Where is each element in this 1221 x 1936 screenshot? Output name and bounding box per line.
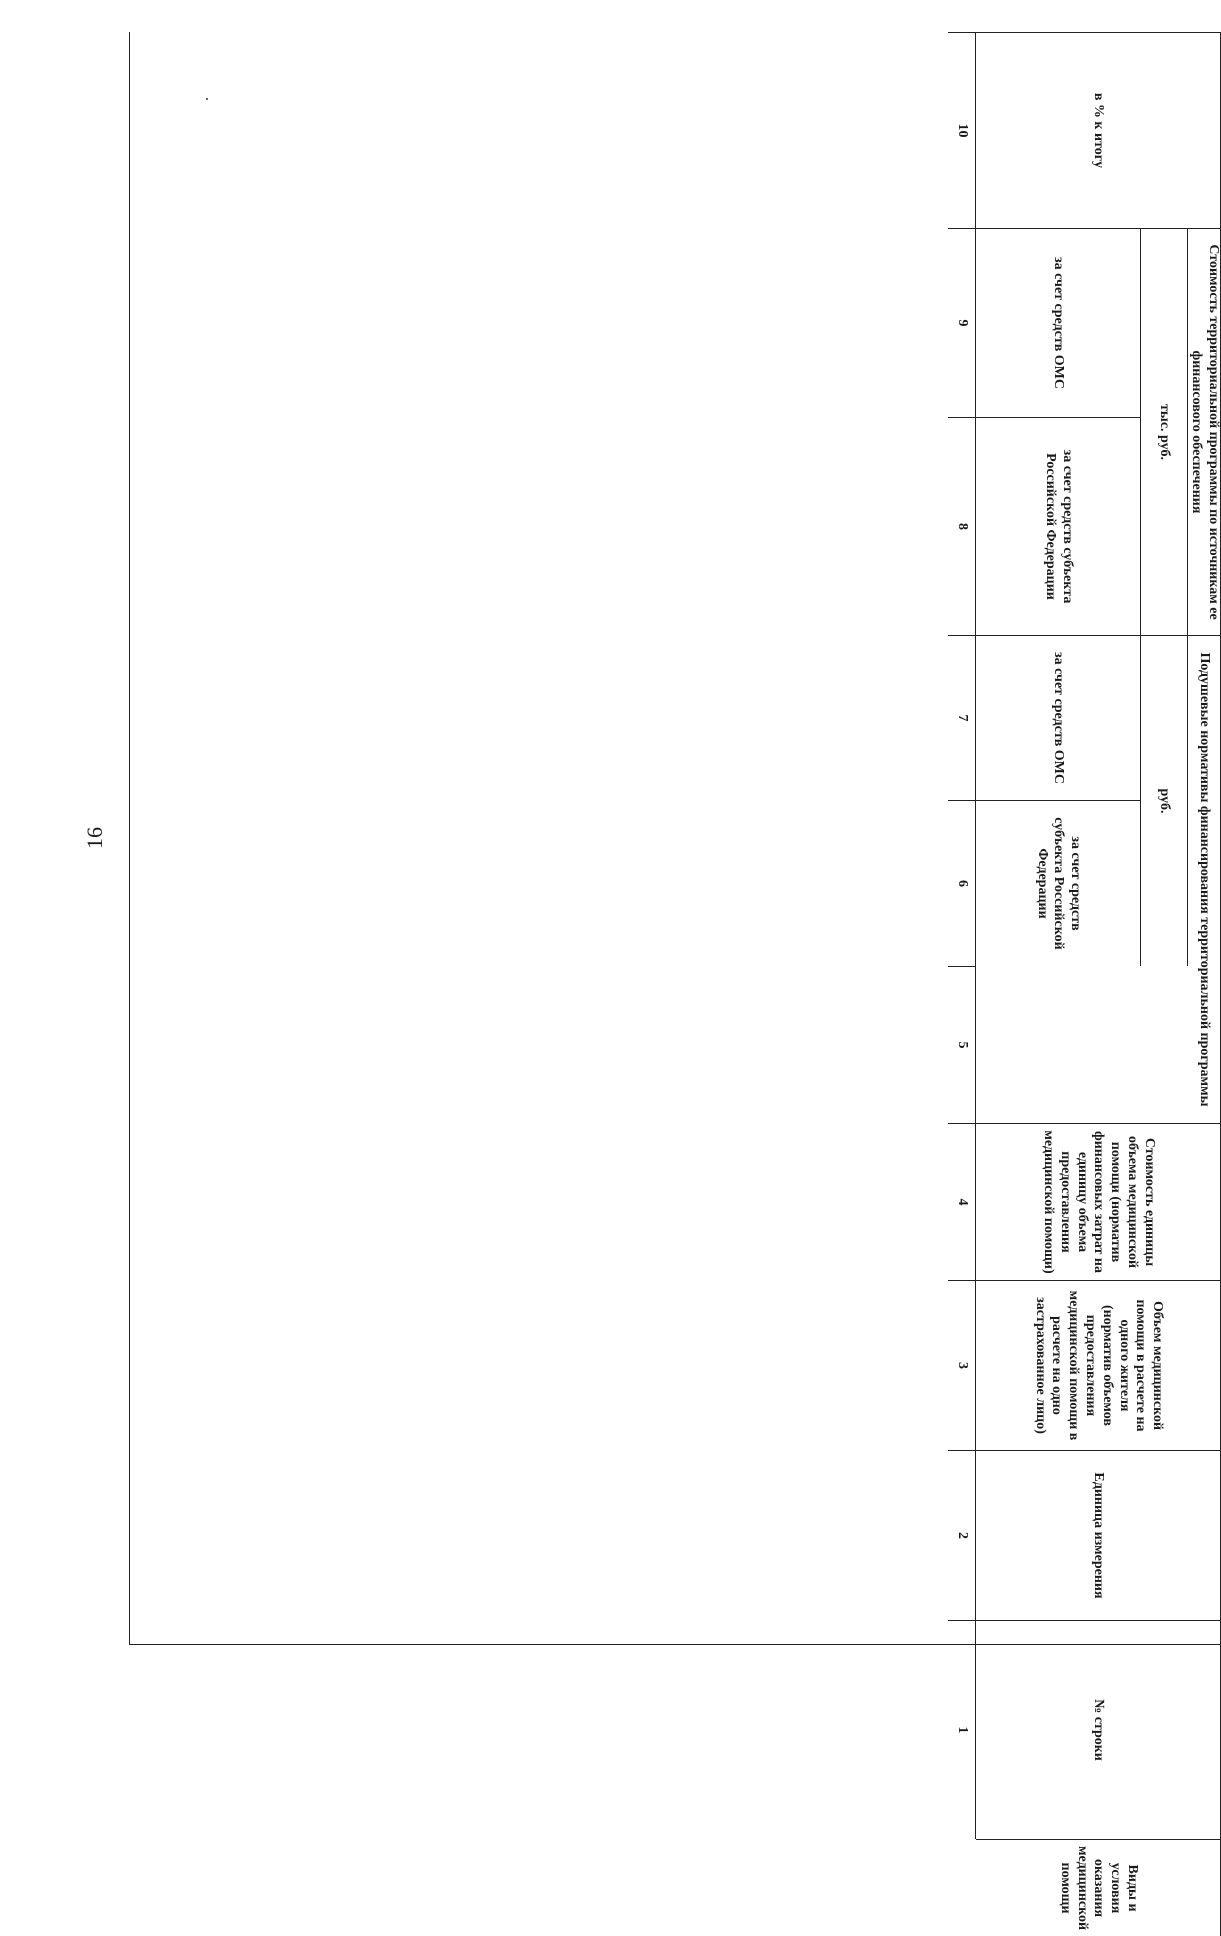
header-col8: за счет средств субъекта Российской Федерации [976,417,1141,635]
col-number-1: 1 [948,1620,976,1839]
header-thous-rub: тыс. руб. [1141,228,1188,635]
header-col5: Стоимость единицы объема медицинской помощи (норматив финансовых затрат на единицу объема предоставления медицинской помощи) [976,1123,1221,1280]
header-col4: Объем медицинской помощи в расчете на одного жителя (норматив объемов предоставления медицинской помощи в расчете на одно застрахованное лицо) [976,1280,1221,1450]
col-number-10: 10 [948,32,976,228]
header-group-cost: Стоимость территориальной программы по источникам ее финансового обеспечения [1188,228,1221,635]
col-number-2: 2 [948,1450,976,1620]
page-number: 16 [82,827,107,849]
header-col7: за счет средств ОМС [976,635,1141,800]
header-col1: Виды и условия оказания медицинской помощи [976,1839,1221,1936]
col-number-5: 5 [948,966,976,1123]
col-number-6: 6 [948,800,976,966]
header-col10-percent: в % к итогу [976,32,1221,228]
header-group-norms: Подушевые нормативы финансирования территориальной программы [1188,635,1221,1123]
col-number-9: 9 [948,228,976,417]
col-number-4: 4 [948,1123,976,1280]
col-number-7: 7 [948,635,976,800]
header-rub: руб. [1141,635,1188,966]
header-col6: за счет средств субъекта Российской Федерации [976,800,1141,966]
header-col3: Единица измерения [976,1450,1221,1620]
header-col9: за счет средств ОМС [976,228,1141,417]
header-col2: № строки [976,1620,1221,1839]
col-number-8: 8 [948,417,976,635]
medical-care-cost-table [129,32,1221,1931]
col-number-3: 3 [948,1280,976,1450]
